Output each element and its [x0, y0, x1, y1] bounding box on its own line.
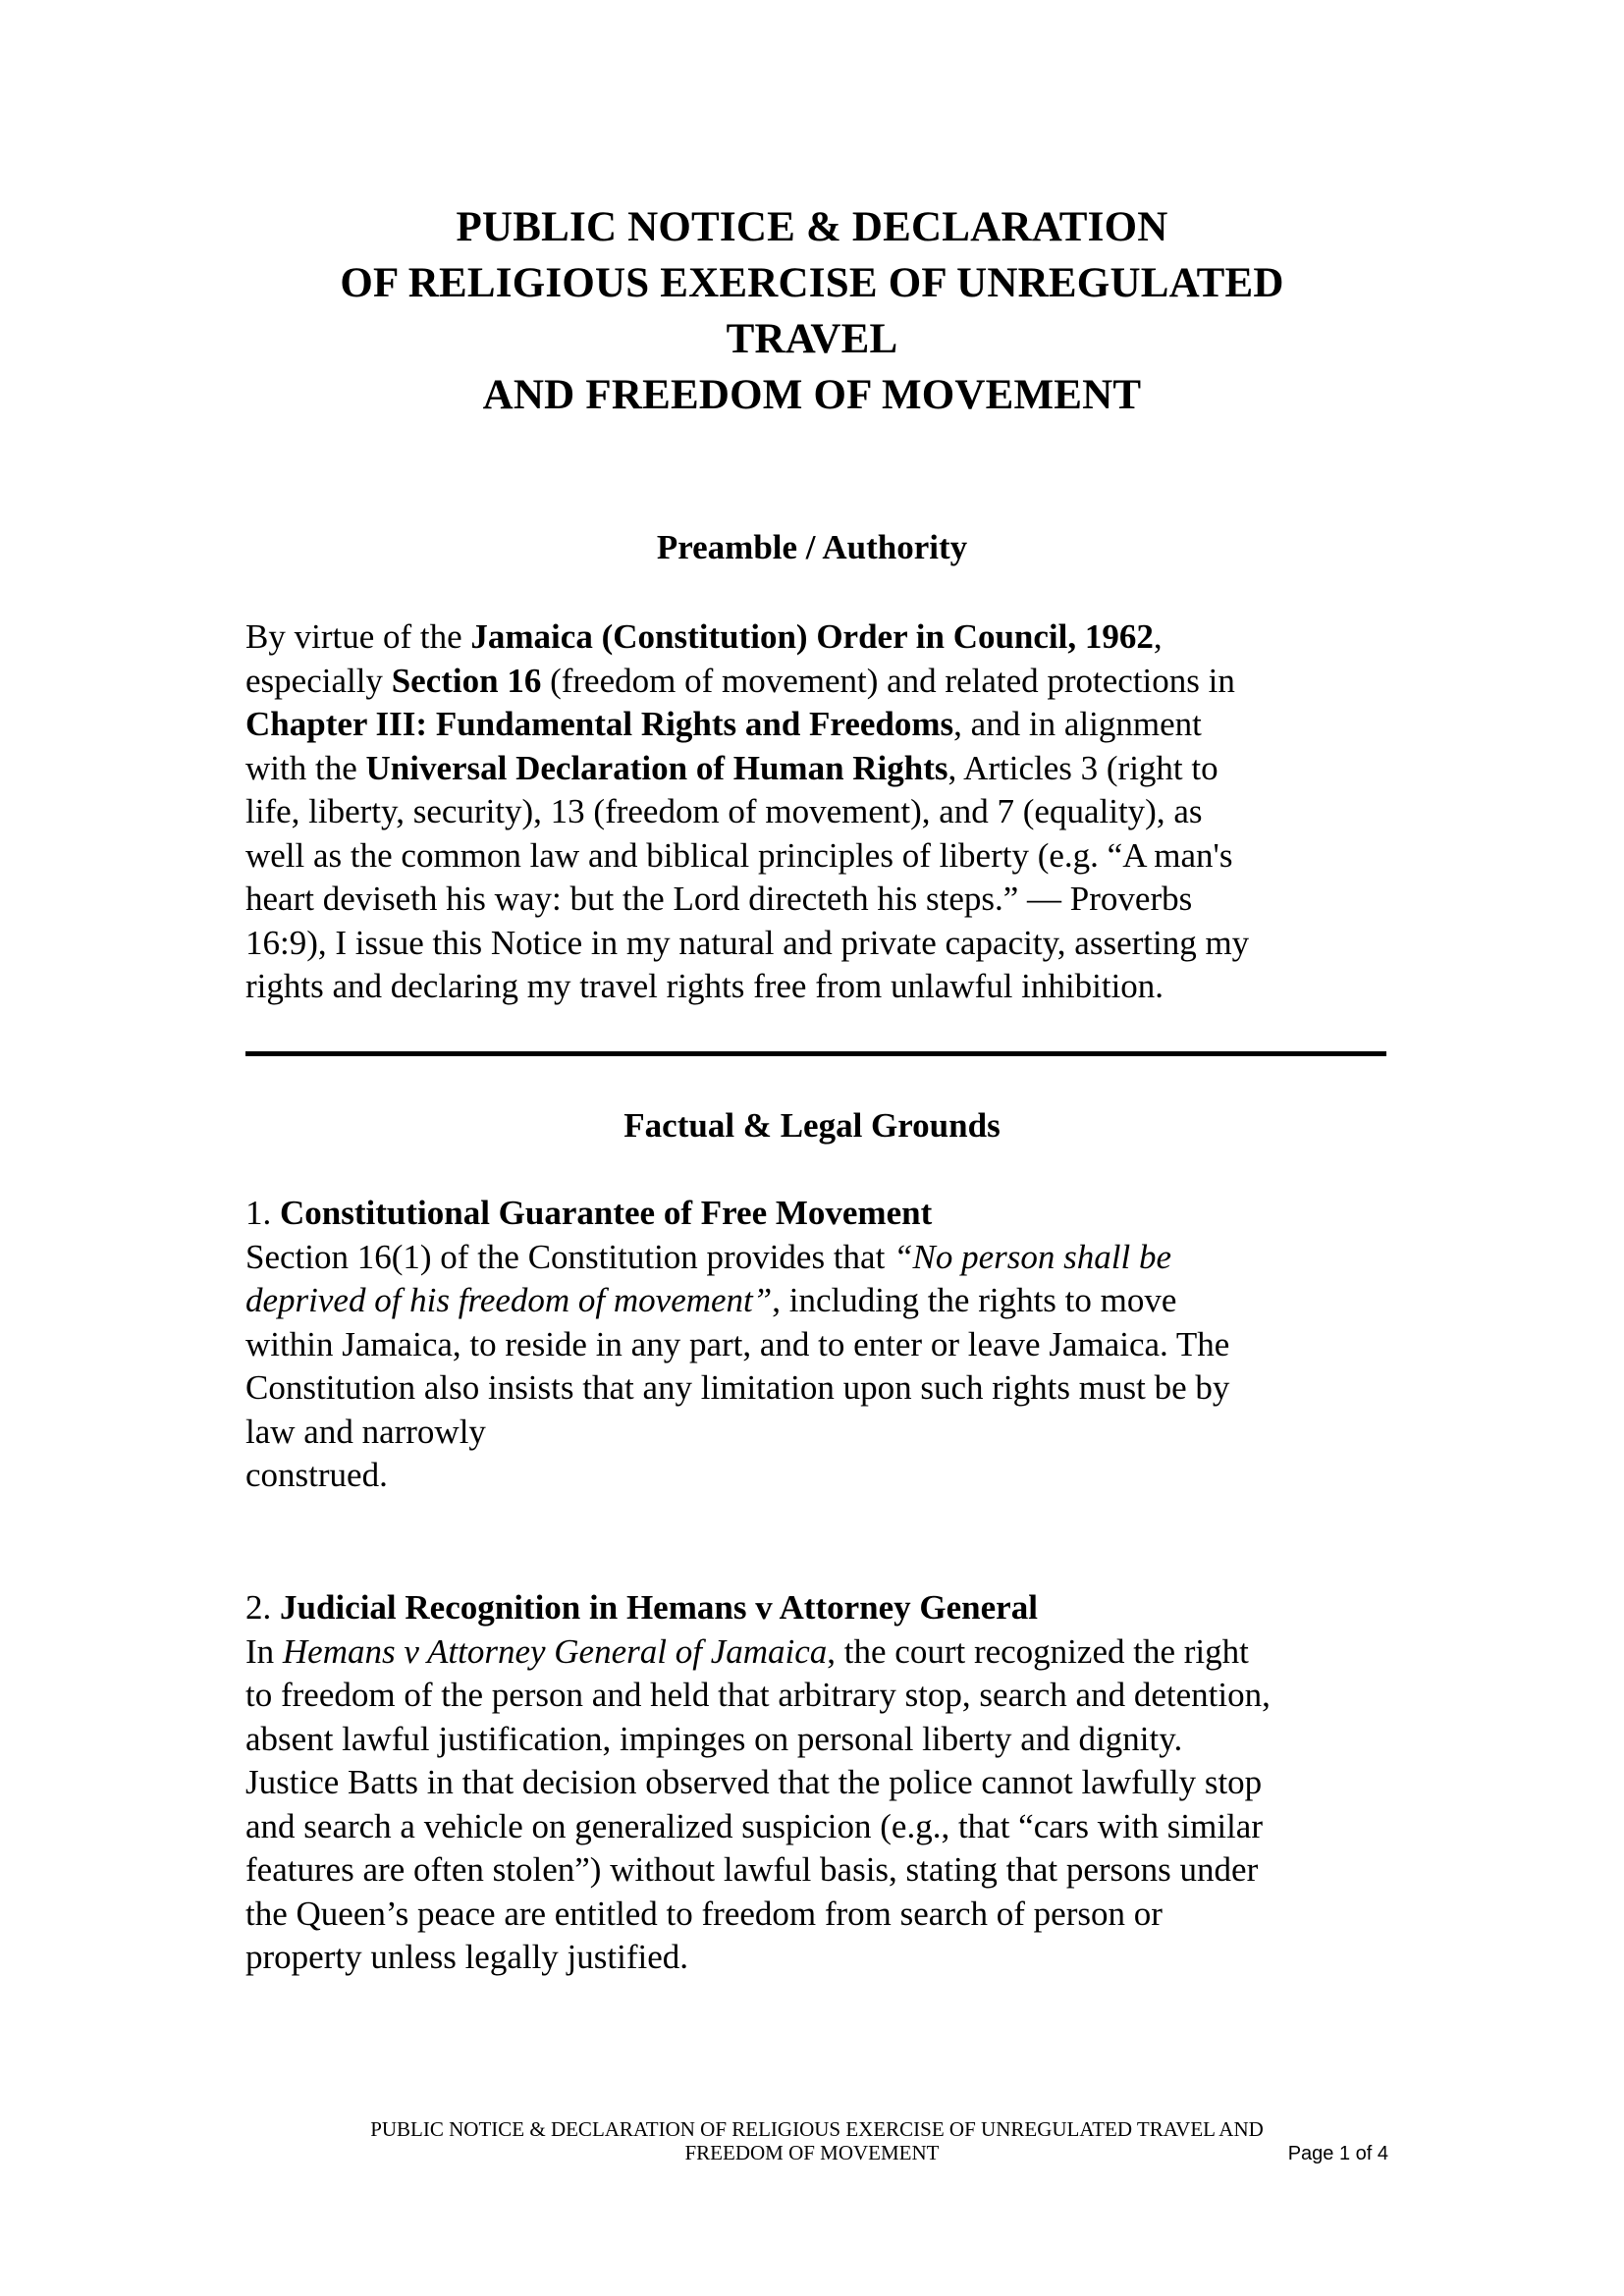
text-line: By virtue of the Jamaica (Constitution) Order in Council, 1962, — [245, 617, 1163, 656]
text-line: 16:9), I issue this Notice in my natural and private capacity, asserting my — [245, 923, 1250, 962]
text-line: Constitution also insists that any limitation upon such rights must be by — [245, 1368, 1230, 1407]
text-line: Section 16(1) of the Constitution provides that “No person shall be — [245, 1237, 1172, 1276]
text-line: absent lawful justification, impinges on personal liberty and dignity. — [245, 1719, 1183, 1758]
text-line: Chapter III: Fundamental Rights and Freedoms, and in alignment — [245, 705, 1202, 743]
preamble-paragraph — [245, 615, 1394, 1009]
grounds-heading: Factual & Legal Grounds — [623, 1106, 1001, 1145]
title-line: PUBLIC NOTICE & DECLARATION — [456, 204, 1168, 250]
ground-item-2 — [245, 1586, 1394, 1980]
ground-item-title: 1. Constitutional Guarantee of Free Movement — [245, 1194, 933, 1232]
text-line: Justice Batts in that decision observed that the police cannot lawfully stop — [245, 1763, 1263, 1801]
ground-item-title: 2. Judicial Recognition in Hemans v Attorney General — [245, 1588, 1038, 1627]
text-line: with the Universal Declaration of Human Rights, Articles 3 (right to — [245, 748, 1218, 787]
page-number: Page 1 of 4 — [1287, 2143, 1388, 2164]
text-line: law and narrowly — [245, 1412, 486, 1451]
preamble-heading: Preamble / Authority — [656, 528, 968, 566]
text-line: and search a vehicle on generalized suspicion (e.g., that “cars with similar — [245, 1806, 1263, 1845]
ground-item-body — [245, 1630, 1394, 1980]
page-footer — [0, 2117, 1624, 2164]
text-line: features are often stolen”) without lawful basis, stating that persons under — [245, 1850, 1259, 1889]
text-line: property unless legally justified. — [245, 1938, 689, 1976]
text-line: life, liberty, security), 13 (freedom of movement), and 7 (equality), as — [245, 792, 1203, 830]
text-line: the Queen’s peace are entitled to freedom from search of person or — [245, 1894, 1163, 1933]
section-divider — [245, 1051, 1386, 1056]
ground-item-1 — [245, 1192, 1394, 1498]
text-line: In Hemans v Attorney General of Jamaica, the court recognized the right — [245, 1631, 1249, 1671]
text-line: especially Section 16 (freedom of movement) and related protections in — [245, 661, 1235, 700]
footer-title-line-1: PUBLIC NOTICE & DECLARATION OF RELIGIOUS EXERCISE OF UNREGULATED TRAVEL AND — [370, 2117, 1264, 2141]
text-line: heart deviseth his way: but the Lord directeth his steps.” — Proverbs — [245, 880, 1193, 918]
text-line: to freedom of the person and held that arbitrary stop, search and detention, — [245, 1676, 1271, 1714]
text-line: construed. — [245, 1456, 388, 1494]
text-line: within Jamaica, to reside in any part, and to enter or leave Jamaica. The — [245, 1324, 1230, 1363]
title-line: TRAVEL — [726, 316, 898, 362]
title-line: OF RELIGIOUS EXERCISE OF UNREGULATED — [340, 260, 1284, 306]
ground-item-body — [245, 1236, 1394, 1498]
document-title — [0, 199, 1624, 423]
text-line: well as the common law and biblical principles of liberty (e.g. “A man's — [245, 835, 1233, 875]
footer-title-line-2: FREEDOM OF MOVEMENT Page 1 of 4 — [684, 2141, 1388, 2164]
text-line: rights and declaring my travel rights free from unlawful inhibition. — [245, 967, 1164, 1005]
title-line: AND FREEDOM OF MOVEMENT — [482, 372, 1142, 418]
text-line: deprived of his freedom of movement”, including the rights to move — [245, 1281, 1177, 1319]
